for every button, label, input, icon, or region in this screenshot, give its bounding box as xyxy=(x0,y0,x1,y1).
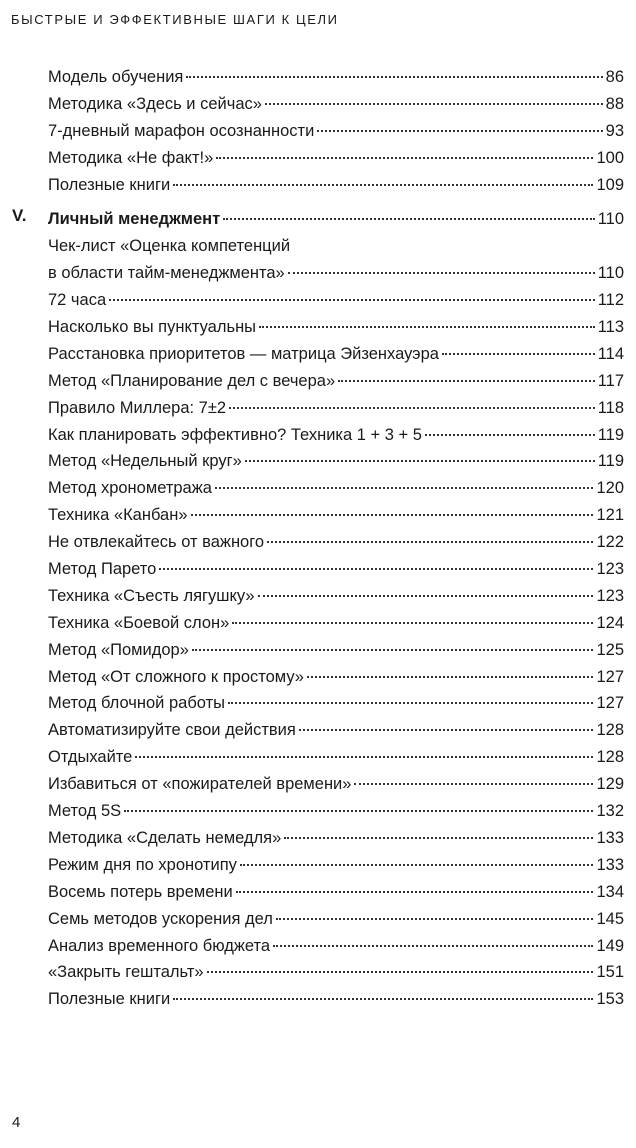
toc-entry-title: Методика «Здесь и сейчас» xyxy=(48,94,262,113)
table-of-contents xyxy=(12,64,624,1013)
chapter-numeral: V. xyxy=(12,206,27,226)
toc-entry-page: 123 xyxy=(596,560,624,579)
toc-entry-line xyxy=(48,717,624,744)
toc-entry[interactable] xyxy=(12,690,624,717)
toc-entry[interactable] xyxy=(12,91,624,118)
toc-entry-title: Метод хронометража xyxy=(48,479,212,498)
toc-entry-line xyxy=(48,959,624,986)
dot-leader xyxy=(284,837,593,839)
toc-entry-line xyxy=(48,825,624,852)
toc-entry-title: Правило Миллера: 7±2 xyxy=(48,398,227,417)
dot-leader xyxy=(265,103,603,105)
toc-entry-page: 133 xyxy=(596,855,624,874)
toc-entry-line xyxy=(48,690,624,717)
toc-entry[interactable] xyxy=(12,852,624,879)
dot-leader xyxy=(186,76,602,78)
toc-entry-title: Техника «Съесть лягушку» xyxy=(48,586,255,605)
toc-entry[interactable] xyxy=(12,933,624,960)
toc-entry[interactable] xyxy=(12,664,624,691)
dot-leader xyxy=(207,971,594,973)
toc-entry-title: Восемь потерь времени xyxy=(48,882,233,901)
dot-leader xyxy=(223,218,594,220)
dot-leader xyxy=(159,568,593,570)
toc-section-bottom xyxy=(12,287,624,1013)
toc-entry-line xyxy=(48,448,624,475)
toc-entry-page: 153 xyxy=(596,990,624,1009)
toc-entry-title: Полезные книги xyxy=(48,990,171,1009)
dot-leader xyxy=(228,702,593,704)
toc-entry-page: 119 xyxy=(597,425,624,444)
toc-entry-title: «Закрыть гештальт» xyxy=(48,963,204,982)
dot-leader xyxy=(216,157,593,159)
dot-leader xyxy=(236,891,594,893)
toc-entry[interactable] xyxy=(12,341,624,368)
chapter-entry xyxy=(48,206,624,233)
toc-entry-page: 112 xyxy=(597,291,624,310)
toc-entry-page: 124 xyxy=(596,613,624,632)
toc-entry-title: Расстановка приоритетов — матрица Эйзенхауэра xyxy=(48,344,439,363)
toc-entry-line xyxy=(48,906,624,933)
toc-entry-title: Метод блочной работы xyxy=(48,694,226,713)
dot-leader xyxy=(215,487,594,489)
toc-entry-line xyxy=(48,852,624,879)
toc-entry-line xyxy=(48,556,624,583)
toc-entry-page: 133 xyxy=(596,828,624,847)
toc-entry[interactable] xyxy=(12,395,624,422)
toc-entry-title: Не отвлекайтесь от важного xyxy=(48,533,265,552)
toc-entry-line xyxy=(48,986,624,1013)
dot-leader xyxy=(240,864,594,866)
dot-leader xyxy=(109,299,595,301)
toc-entry-page: 128 xyxy=(596,748,624,767)
toc-entry-title: Метод Парето xyxy=(48,560,157,579)
toc-entry-page: 119 xyxy=(597,452,624,471)
toc-entry-line xyxy=(48,314,624,341)
toc-entry-page: 127 xyxy=(596,694,624,713)
dot-leader xyxy=(307,676,594,678)
toc-entry[interactable] xyxy=(12,583,624,610)
toc-entry-title: Избавиться от «пожирателей времени» xyxy=(48,775,352,794)
toc-chapter-heading[interactable] xyxy=(12,206,624,233)
toc-entry-title: Автоматизируйте свои действия xyxy=(48,721,296,740)
toc-entry-line xyxy=(48,145,624,172)
toc-entry-line xyxy=(48,771,624,798)
toc-entry-line xyxy=(48,91,624,118)
toc-entry[interactable] xyxy=(12,556,624,583)
toc-entry-title: Метод «Помидор» xyxy=(48,640,189,659)
toc-entry-line xyxy=(48,64,624,91)
dot-leader xyxy=(259,326,595,328)
toc-entry-title: Анализ временного бюджета xyxy=(48,936,271,955)
toc-entry-title: Методика «Сделать немедля» xyxy=(48,828,282,847)
page-number: 4 xyxy=(12,1114,21,1131)
toc-entry-page: 145 xyxy=(596,909,624,928)
toc-entry-page: 93 xyxy=(605,121,624,140)
dot-leader xyxy=(267,541,593,543)
dot-leader xyxy=(317,130,602,132)
dot-leader xyxy=(173,998,593,1000)
toc-entry-line xyxy=(48,798,624,825)
dot-leader xyxy=(288,272,595,274)
toc-entry-page: 132 xyxy=(596,802,624,821)
toc-entry-title: Чек-лист «Оценка компетенций xyxy=(48,237,291,256)
toc-entry-line xyxy=(48,529,624,556)
dot-leader xyxy=(135,756,593,758)
chapter-page: 110 xyxy=(597,210,624,229)
toc-entry-page: 110 xyxy=(597,264,624,283)
toc-entry-line xyxy=(48,744,624,771)
toc-entry[interactable] xyxy=(12,825,624,852)
toc-entry-page: 100 xyxy=(596,148,624,167)
toc-entry-line xyxy=(48,287,624,314)
toc-entry[interactable] xyxy=(12,118,624,145)
toc-entry-title: Режим дня по хронотипу xyxy=(48,855,237,874)
multiline-entry-first xyxy=(48,233,624,260)
toc-entry-title: Метод «Планирование дел с вечера» xyxy=(48,371,336,390)
toc-entry-title: Насколько вы пунктуальны xyxy=(48,318,257,337)
toc-entry-page: 113 xyxy=(597,318,624,337)
chapter-title: Личный менеджмент xyxy=(48,210,221,229)
dot-leader xyxy=(425,434,595,436)
toc-entry-line xyxy=(48,933,624,960)
toc-entry-page: 123 xyxy=(596,586,624,605)
toc-entry-title: Полезные книги xyxy=(48,175,171,194)
toc-entry[interactable] xyxy=(12,744,624,771)
toc-entry-title: 7-дневный марафон осознанности xyxy=(48,121,315,140)
toc-entry[interactable] xyxy=(12,959,624,986)
toc-entry-multiline-line1[interactable] xyxy=(12,233,624,260)
toc-entry-title: Техника «Боевой слон» xyxy=(48,613,230,632)
toc-entry-line xyxy=(48,610,624,637)
toc-entry[interactable] xyxy=(12,314,624,341)
toc-entry-line xyxy=(48,368,624,395)
toc-entry-title: Техника «Канбан» xyxy=(48,506,188,525)
toc-entry[interactable] xyxy=(12,610,624,637)
toc-entry-title: Семь методов ускорения дел xyxy=(48,909,273,928)
toc-entry-multiline-line2[interactable] xyxy=(12,260,624,287)
toc-entry[interactable] xyxy=(12,906,624,933)
toc-entry-page: 151 xyxy=(596,963,624,982)
toc-entry-title: в области тайм-менеджмента» xyxy=(48,264,285,283)
toc-entry-line xyxy=(48,502,624,529)
dot-leader xyxy=(338,380,595,382)
dot-leader xyxy=(245,460,595,462)
toc-entry-line xyxy=(48,637,624,664)
dot-leader xyxy=(191,514,594,516)
toc-section-top xyxy=(12,64,624,198)
dot-leader xyxy=(258,595,594,597)
toc-entry[interactable] xyxy=(12,64,624,91)
toc-entry-page: 109 xyxy=(596,175,624,194)
toc-entry[interactable] xyxy=(12,448,624,475)
toc-entry-title: Метод «Недельный круг» xyxy=(48,452,242,471)
toc-entry[interactable] xyxy=(12,879,624,906)
toc-entry-page: 117 xyxy=(597,371,624,390)
toc-entry-title: Методика «Не факт!» xyxy=(48,148,214,167)
toc-entry-line xyxy=(48,118,624,145)
toc-entry-line xyxy=(48,664,624,691)
toc-entry-title: Модель обучения xyxy=(48,68,184,86)
toc-entry-line xyxy=(48,879,624,906)
toc-entry-page: 125 xyxy=(596,640,624,659)
toc-entry-line xyxy=(48,172,624,199)
toc-entry[interactable] xyxy=(12,717,624,744)
toc-entry-page: 129 xyxy=(596,775,624,794)
dot-leader xyxy=(354,783,593,785)
dot-leader xyxy=(232,622,593,624)
toc-entry-page: 127 xyxy=(596,667,624,686)
toc-entry[interactable] xyxy=(12,798,624,825)
dot-leader xyxy=(299,729,594,731)
dot-leader xyxy=(276,918,594,920)
toc-entry-page: 88 xyxy=(605,94,624,113)
toc-entry-page: 121 xyxy=(596,506,624,525)
toc-entry-line xyxy=(48,475,624,502)
toc-entry[interactable] xyxy=(12,529,624,556)
toc-entry-page: 86 xyxy=(605,68,624,86)
toc-entry-page: 122 xyxy=(596,533,624,552)
toc-entry-title: Как планировать эффективно? Техника 1 + 3 + 5 xyxy=(48,425,422,444)
toc-entry[interactable] xyxy=(12,986,624,1013)
toc-entry[interactable] xyxy=(12,637,624,664)
toc-entry-page: 128 xyxy=(596,721,624,740)
toc-entry-title: Метод «От сложного к простому» xyxy=(48,667,304,686)
toc-entry[interactable] xyxy=(12,368,624,395)
toc-entry-line xyxy=(48,395,624,422)
dot-leader xyxy=(273,945,593,947)
running-header: БЫСТРЫЕ И ЭФФЕКТИВНЫЕ ШАГИ К ЦЕЛИ xyxy=(11,12,339,27)
dot-leader xyxy=(229,407,595,409)
dot-leader xyxy=(192,649,594,651)
toc-entry-line xyxy=(48,583,624,610)
toc-entry-line xyxy=(48,341,624,368)
toc-entry-page: 118 xyxy=(597,398,624,417)
toc-entry-page: 120 xyxy=(596,479,624,498)
toc-entry-page: 149 xyxy=(596,936,624,955)
toc-entry[interactable] xyxy=(12,502,624,529)
toc-entry-page: 114 xyxy=(597,344,624,363)
toc-entry[interactable] xyxy=(12,287,624,314)
toc-entry[interactable] xyxy=(12,771,624,798)
toc-entry-title: Метод 5S xyxy=(48,802,122,821)
toc-entry[interactable] xyxy=(12,422,624,449)
dot-leader xyxy=(173,184,593,186)
toc-entry-title: Отдыхайте xyxy=(48,748,133,767)
toc-entry-line xyxy=(48,422,624,449)
toc-entry-page: 134 xyxy=(596,882,624,901)
dot-leader xyxy=(124,810,593,812)
toc-entry[interactable] xyxy=(12,172,624,199)
toc-entry-title: 72 часа xyxy=(48,291,107,310)
multiline-entry-second xyxy=(48,260,624,287)
toc-entry[interactable] xyxy=(12,475,624,502)
dot-leader xyxy=(442,353,595,355)
toc-entry[interactable] xyxy=(12,145,624,172)
